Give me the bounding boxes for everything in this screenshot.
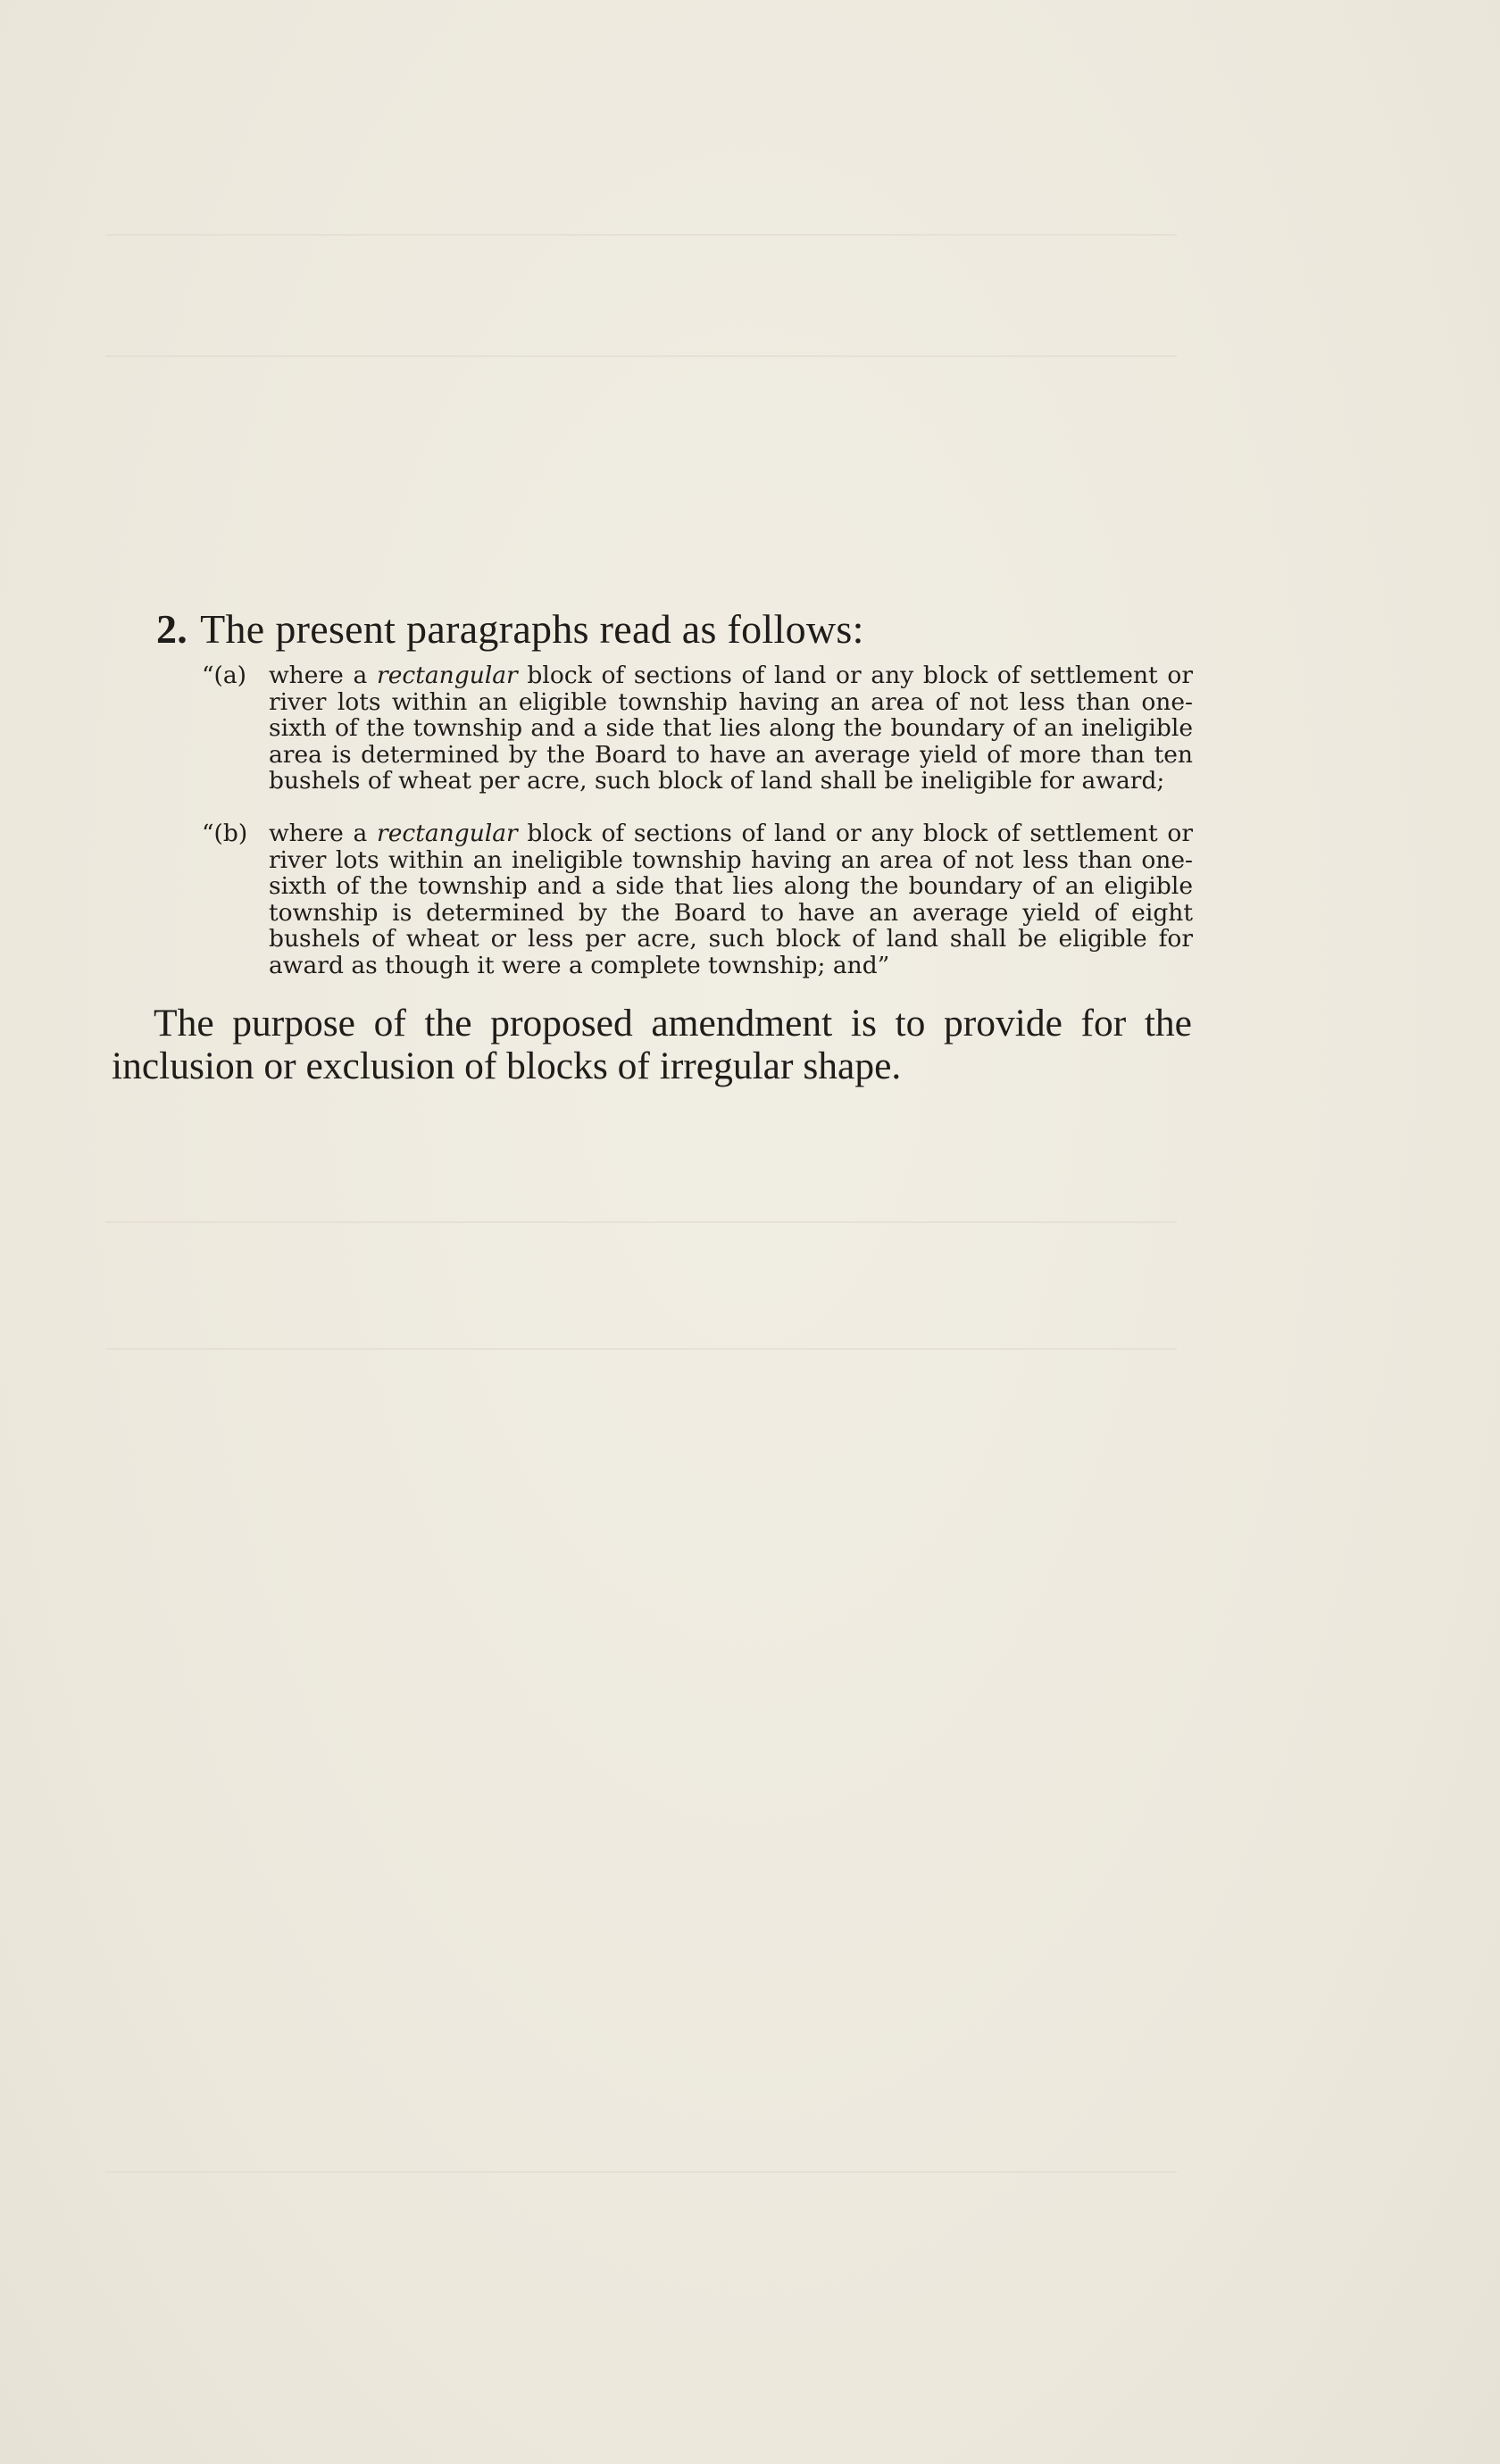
ghost-rule	[105, 234, 1177, 236]
clause-a-emphasis: rectangular	[377, 662, 518, 689]
ghost-rule	[105, 1221, 1177, 1223]
clause-b-marker: “(b)	[202, 820, 248, 847]
clause-b-rest: block of sections of land or any block of settlement or river lots within an ineligible township having an area of not less than one-sixth of the township and a side that lies along the boundary of an eligible township is determined by the Board to have an average yield of eight bushels of wheat or less per acre, such block of land shall be eligible for award as though it were a complete township; and”	[269, 820, 1193, 979]
clause-b-emphasis: rectangular	[377, 820, 518, 847]
clause-a-rest: block of sections of land or any block of settlement or river lots within an eligible township having an area of not less than one-sixth of the township and a side that lies along the boundary of an ineligible area is determined by the Board to have an average yield of more than ten bushels of wheat per acre, such block of land shall be ineligible for award;	[269, 662, 1193, 795]
ghost-rule	[105, 1348, 1177, 1350]
ghost-rule	[105, 2171, 1177, 2173]
section-heading-text: The present paragraphs read as follows:	[200, 606, 864, 652]
clause-a-marker: “(a)	[202, 662, 247, 689]
section-number: 2.	[156, 606, 188, 652]
clause-a	[202, 662, 1193, 795]
ghost-rule	[105, 355, 1177, 357]
clause-a-text	[269, 662, 1193, 795]
purpose-paragraph: The purpose of the proposed amendment is to provide for the inclusion or exclusion of blocks of irregular shape.	[112, 1002, 1192, 1087]
clause-a-prefix: where a	[269, 662, 378, 689]
clause-b	[202, 820, 1193, 978]
clause-b-prefix: where a	[269, 820, 378, 847]
clause-b-text	[269, 820, 1193, 978]
section-heading	[156, 605, 864, 653]
